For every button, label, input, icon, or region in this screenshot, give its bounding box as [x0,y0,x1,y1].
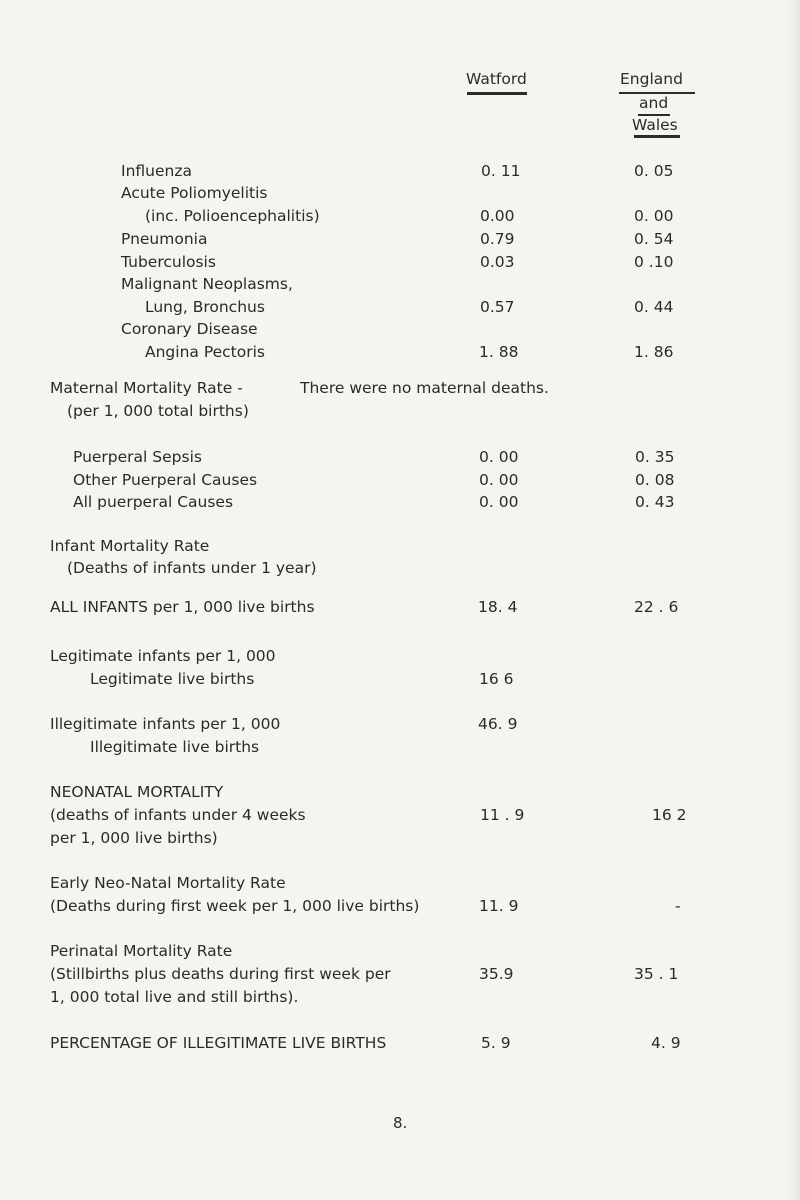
row-label: Influenza [121,162,192,180]
row-label: (inc. Polioencephalitis) [145,207,320,225]
watford-value: 0. 00 [479,448,519,466]
ew-value: 0. 00 [634,207,674,225]
header-watford-underline [467,92,527,95]
watford-value: 18. 4 [478,598,518,616]
row-label: Lung, Bronchus [145,298,265,316]
watford-value: 46. 9 [478,715,518,733]
row-label: Acute Poliomyelitis [121,184,268,202]
ew-value: 0. 54 [634,230,674,248]
maternal-title: Maternal Mortality Rate - [50,379,243,397]
header-england: England [620,70,683,88]
watford-value: 0. 00 [479,493,519,511]
page-edge-shadow [786,0,800,1200]
infant-title: Infant Mortality Rate [50,537,210,555]
watford-value: 0.57 [480,298,515,316]
illegit-label: Illegitimate infants per 1, 000 [50,715,281,733]
legit-label: Legitimate infants per 1, 000 [50,647,276,665]
watford-value: 5. 9 [481,1034,511,1052]
row-label: Other Puerperal Causes [73,471,258,489]
ew-value: 0. 43 [635,493,675,511]
ew-value: 35 . 1 [634,965,679,983]
illegit-pct-label: PERCENTAGE OF ILLEGITIMATE LIVE BIRTHS [50,1034,387,1052]
legit-sublabel: Legitimate live births [90,670,255,688]
all-infants-label: ALL INFANTS per 1, 000 live births [50,598,315,616]
ew-value: 0. 05 [634,162,674,180]
ew-value: 0. 35 [635,448,675,466]
row-label: All puerperal Causes [73,493,234,511]
perinatal-line3: 1, 000 total live and still births). [50,988,299,1006]
watford-value: 1. 88 [479,343,519,361]
watford-value: 11. 9 [479,897,519,915]
early-neonatal-title: Early Neo-Natal Mortality Rate [50,874,286,892]
watford-value: 0.03 [480,253,515,271]
infant-subtitle: (Deaths of infants under 1 year) [67,559,317,577]
ew-value: - [675,897,681,915]
row-label: Tuberculosis [121,253,216,271]
watford-value: 0. 11 [481,162,521,180]
watford-value: 0. 00 [479,471,519,489]
illegit-sublabel: Illegitimate live births [90,738,260,756]
perinatal-title: Perinatal Mortality Rate [50,942,233,960]
ew-value: 16 2 [652,806,687,824]
ew-value: 1. 86 [634,343,674,361]
row-label: Puerperal Sepsis [73,448,202,466]
early-neonatal-line2: (Deaths during first week per 1, 000 live births) [50,897,420,915]
ew-value: 0. 08 [635,471,675,489]
row-label: Angina Pectoris [145,343,265,361]
watford-value: 0.79 [480,230,515,248]
ew-value: 22 . 6 [634,598,679,616]
maternal-note: There were no maternal deaths. [300,379,549,397]
perinatal-line2: (Stillbirths plus deaths during first week per [50,965,391,983]
header-watford: Watford [466,70,527,88]
header-wales-underline [634,135,680,138]
row-label: Coronary Disease [121,320,258,338]
watford-value: 11 . 9 [480,806,525,824]
ew-value: 0. 44 [634,298,674,316]
ew-value: 4. 9 [651,1034,681,1052]
watford-value: 0.00 [480,207,515,225]
neonatal-title: NEONATAL MORTALITY [50,783,224,801]
ew-value: 0 .10 [634,253,674,271]
neonatal-line2: per 1, 000 live births) [50,829,218,847]
row-label: Pneumonia [121,230,208,248]
watford-value: 16 6 [479,670,514,688]
header-wales: Wales [632,116,678,134]
watford-value: 35.9 [479,965,514,983]
row-label: Malignant Neoplasms, [121,275,293,293]
maternal-subtitle: (per 1, 000 total births) [67,402,249,420]
neonatal-line1: (deaths of infants under 4 weeks [50,806,306,824]
header-and: and [639,94,669,112]
page-number: 8. [393,1114,408,1132]
